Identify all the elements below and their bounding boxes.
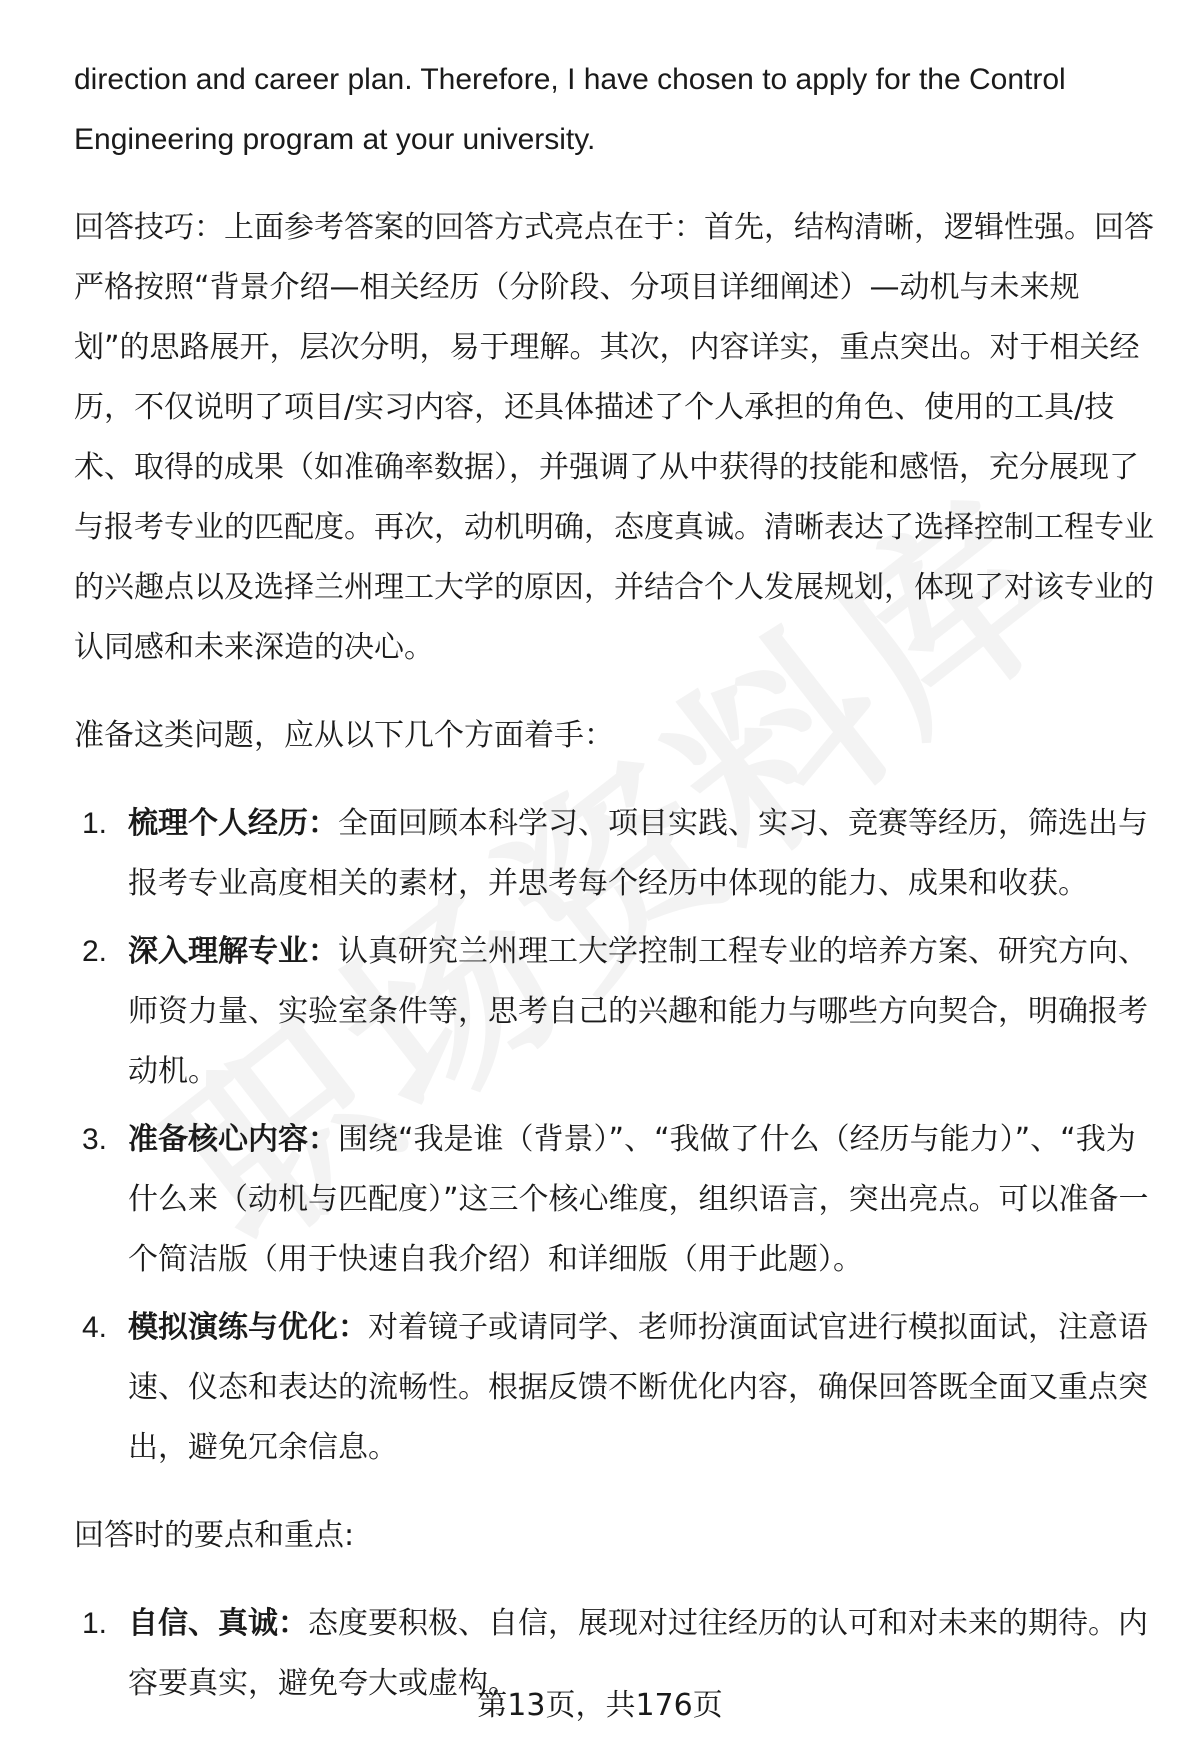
list-number: 4. [82, 1311, 108, 1344]
page-content [74, 50, 1154, 1722]
list-item [74, 1110, 1154, 1290]
list-item-title: 梳理个人经历： [128, 806, 338, 841]
prep-list [74, 794, 1154, 1478]
list-number: 2. [82, 935, 108, 968]
list-item-text: 态度要积极、自信，展现对过往经历的认可和对未来的期待。内容要真实，避免夸大或虚构。 [128, 1606, 1148, 1701]
list-number: 1. [82, 807, 108, 840]
list-item-text: 认真研究兰州理工大学控制工程专业的培养方案、研究方向、师资力量、实验室条件等，思考自己的兴趣和能力与哪些方向契合，明确报考动机。 [128, 934, 1148, 1089]
list-number: 1. [82, 1607, 108, 1640]
key-heading: 回答时的要点和重点: [74, 1518, 355, 1553]
list-item-text: 对着镜子或请同学、老师扮演面试官进行模拟面试，注意语速、仪态和表达的流畅性。根据反馈不断优化内容，确保回答既全面又重点突出，避免冗余信息。 [128, 1310, 1148, 1465]
prep-heading: 准备这类问题，应从以下几个方面着手： [74, 718, 614, 753]
tips-paragraph: 回答技巧：上面参考答案的回答方式亮点在于：首先，结构清晰，逻辑性强。回答严格按照“背景介绍—相关经历（分阶段、分项目详细阐述）—动机与未来规划”的思路展开，层次分明，易于理解。其次，内容详实，重点突出。对于相关经历，不仅说明了项目/实习内容，还具体描述了个人承担的角色、使用的工具/技术、取得的成果（如准确率数据），并强调了从中获得的技能和感悟，充分展现了与报考专业的匹配度。再次，动机明确，态度真诚。清晰表达了选择控制工程专业的兴趣点以及选择兰州理工大学的原因，并结合个人发展规划，体现了对该专业的认同感和未来深造的决心。 [74, 210, 1154, 665]
list-item [74, 922, 1154, 1102]
list-number: 3. [82, 1123, 108, 1156]
list-item [74, 794, 1154, 914]
list-item-text: 全面回顾本科学习、项目实践、实习、竞赛等经历，筛选出与报考专业高度相关的素材，并思考每个经历中体现的能力、成果和收获。 [128, 806, 1148, 901]
list-item-title: 自信、真诚： [128, 1606, 308, 1641]
list-item-title: 模拟演练与优化： [128, 1310, 368, 1345]
list-item-title: 准备核心内容： [128, 1122, 338, 1157]
intro-paragraph: direction and career plan. Therefore, I have chosen to apply for the Control Engineering program at your university. [74, 63, 1066, 156]
page-number-footer: 第13页，共176页 [477, 1688, 723, 1723]
list-item-title: 深入理解专业： [128, 934, 338, 969]
list-item-text: 围绕“我是谁（背景）”、“我做了什么（经历与能力）”、“我为什么来（动机与匹配度）”这三个核心维度，组织语言，突出亮点。可以准备一个简洁版（用于快速自我介绍）和详细版（用于此题）。 [128, 1122, 1149, 1277]
list-item [74, 1298, 1154, 1478]
